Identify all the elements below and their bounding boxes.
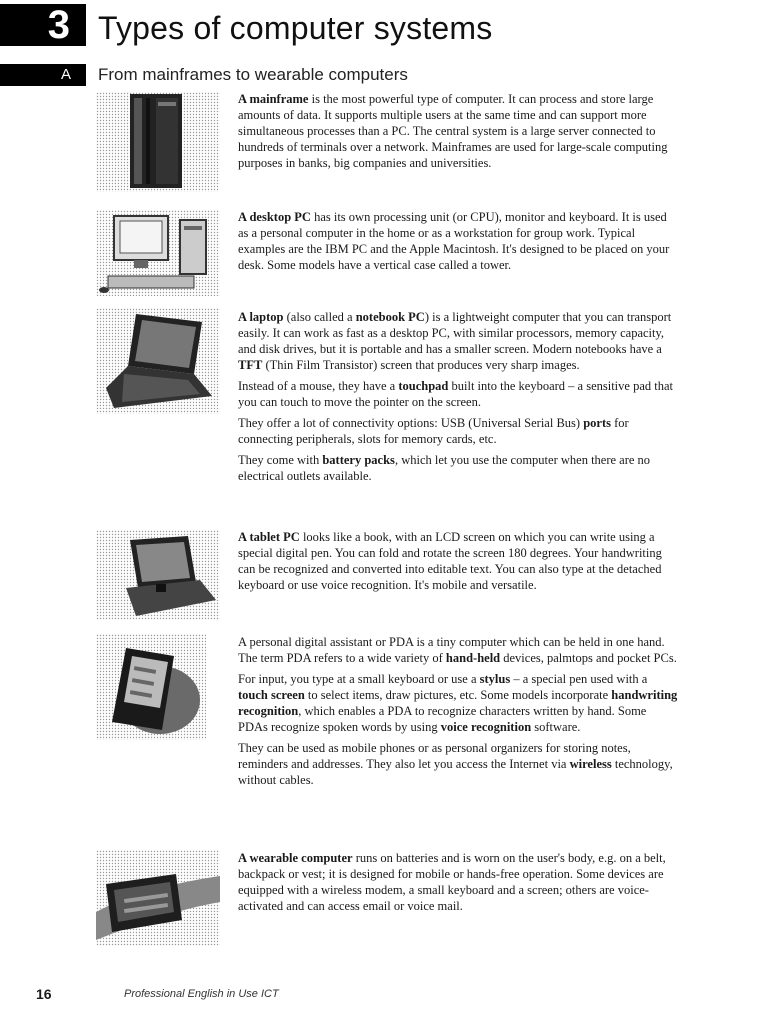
text: (also called a	[283, 310, 356, 324]
paragraph	[238, 529, 678, 593]
term: A wearable computer	[238, 851, 353, 865]
text: For input, you type at a small keyboard or use a	[238, 672, 480, 686]
text: to select items, draw pictures, etc. Some models incorporate	[304, 688, 612, 702]
book-title: Professional English in Use ICT	[124, 988, 279, 1000]
paragraph	[238, 634, 678, 666]
laptop-image	[96, 308, 220, 414]
term: stylus	[479, 672, 511, 686]
text: looks like a book, with an LCD screen on which you can write using a special digital pen. You can fold and rotate the screen 180 degrees. Your handwriting can be recognized and converted into editable text. You can also type at the detached keyboard or use voice recognition. It's mobile and versatile.	[238, 530, 662, 592]
text: software.	[531, 720, 581, 734]
text: ) is a lightweight computer that you can transport easily. It can work as fast as a desktop PC, with similar processors, memory capacity, and disk drives, but it is portable and has a smaller screen. Modern notebooks have a	[238, 310, 672, 356]
text: They can be used as mobile phones or as personal organizers for storing notes, reminders and addresses. They also let you access the Internet via	[238, 741, 631, 771]
paragraph	[238, 91, 678, 171]
desktop-pc-text	[238, 209, 678, 278]
tablet-pc-text	[238, 529, 678, 598]
term: notebook PC	[355, 310, 425, 324]
paragraph	[238, 740, 678, 788]
pda-image	[96, 634, 206, 740]
text: has its own processing unit (or CPU), monitor and keyboard. It is used as a personal computer in the home or as a workstation for group work. Typical examples are the IBM PC and the Apple Macintosh. It's designed to be placed on your desk. Some models have a vertical case called a tower.	[238, 210, 670, 272]
text: runs on batteries and is worn on the user's body, e.g. on a belt, backpack or vest; it is designed for mobile or hands-free operation. Some devices are equipped with a wireless modem, a small keyboard and a screen; others are voice-activated and can access email or voice mail.	[238, 851, 666, 913]
page-title: Types of computer systems	[98, 10, 493, 46]
text: technology, without cables.	[238, 757, 673, 787]
pda-text	[238, 634, 678, 793]
term: A desktop PC	[238, 210, 311, 224]
term: TFT	[238, 358, 263, 372]
term: wireless	[569, 757, 612, 771]
term: voice recognition	[440, 720, 532, 734]
wearable-computer-text	[238, 850, 678, 919]
text: Instead of a mouse, they have a	[238, 379, 399, 393]
desktop-pc-image	[96, 210, 220, 296]
paragraph	[238, 452, 678, 484]
paragraph	[238, 378, 678, 410]
paragraph	[238, 309, 678, 373]
wearable-computer-image	[96, 850, 220, 946]
paragraph	[238, 209, 678, 273]
term: hand-held	[445, 651, 501, 665]
text: built into the keyboard – a sensitive pad that you can touch to move the pointer on the screen.	[238, 379, 673, 409]
page-number: 16	[36, 986, 52, 1002]
text: They come with	[238, 453, 323, 467]
tablet-pc-image	[96, 530, 220, 620]
text: – a special pen used with a	[510, 672, 648, 686]
term: A laptop	[238, 310, 284, 324]
term: touchpad	[398, 379, 449, 393]
term: handwriting recognition	[238, 688, 678, 718]
paragraph	[238, 415, 678, 447]
term: battery packs	[322, 453, 395, 467]
text: devices, palmtops and pocket PCs.	[500, 651, 677, 665]
unit-number: 3	[47, 3, 70, 47]
paragraph	[238, 671, 678, 735]
text: A personal digital assistant or PDA is a tiny computer which can be held in one hand. The term PDA refers to a wide variety of	[238, 635, 665, 665]
section-title: From mainframes to wearable computers	[98, 65, 408, 84]
mainframe-text	[238, 91, 678, 176]
text: is the most powerful type of computer. It can process and store large amounts of data. It supports multiple users at the same time and can support more simultaneous processes than a PC. The central system is a large server connected to hundreds of terminals over a network. Mainframes are used for large-scale computing purposes in banks, big companies and universities.	[238, 92, 668, 170]
term: A mainframe	[238, 92, 309, 106]
term: touch screen	[238, 688, 305, 702]
laptop-text	[238, 309, 678, 489]
unit-number-badge	[0, 4, 86, 46]
text: for connecting peripherals, slots for memory cards, etc.	[238, 416, 629, 446]
text: , which enables a PDA to recognize characters written by hand. Some PDAs recognize spoken words by using	[238, 704, 647, 734]
section-letter: A	[60, 66, 71, 83]
text: , which let you use the computer when there are no electrical outlets available.	[238, 453, 651, 483]
section-badge	[0, 64, 86, 86]
text: They offer a lot of connectivity options: USB (Universal Serial Bus)	[238, 416, 584, 430]
mainframe-image	[96, 92, 220, 192]
term: ports	[583, 416, 611, 430]
text: (Thin Film Transistor) screen that produces very sharp images.	[262, 358, 580, 372]
term: A tablet PC	[238, 530, 300, 544]
paragraph	[238, 850, 678, 914]
